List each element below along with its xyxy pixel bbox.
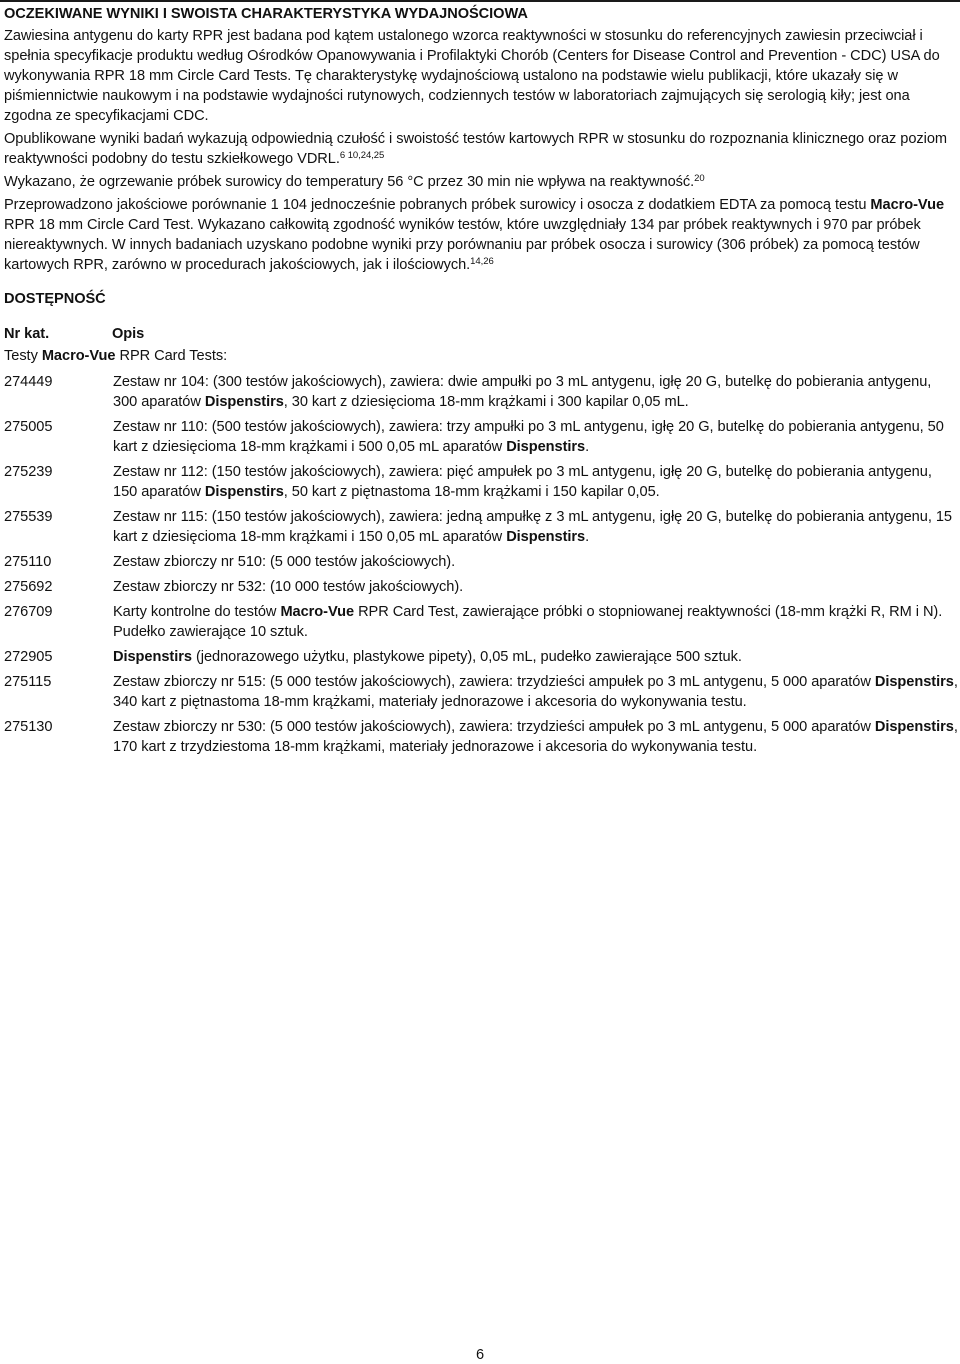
citation: 14,26 <box>470 256 494 267</box>
catalog-list <box>4 372 958 757</box>
catalog-description <box>113 552 958 572</box>
catalog-row <box>4 602 958 642</box>
product-name: Dispenstirs <box>204 484 284 500</box>
catalog-description <box>113 717 958 757</box>
paragraph-text: Wykazano, że ogrzewanie próbek surowicy do temperatury 56 °C przez 30 min nie wpływa na reaktywność. <box>4 174 695 190</box>
description-text: Zestaw nr 110: (500 testów jakościowych), zawiera: trzy ampułki po 3 mL antygenu, igłę 20 G, butelkę do pobierania antygenu, 50 kart z dziesięcioma 18-mm krążkami i 500 0,05 mL aparatów <box>113 419 944 455</box>
citation: 6 10,24,25 <box>339 150 385 161</box>
catalog-subtitle <box>4 346 958 366</box>
description-text: , 340 kart z piętnastoma 18-mm krążkami, materiały jednorazowe i akcesoria do wykonywania testu. <box>113 674 958 710</box>
description-text: RPR Card Test, zawierające próbki o stopniowanej reaktywności (18-mm krążki R, RM i N). Pudełko zawierające 10 sztuk. <box>113 604 943 640</box>
paragraph <box>4 129 958 169</box>
product-name: Dispenstirs <box>204 394 284 410</box>
catalog-description <box>113 647 958 667</box>
description-header: Opis <box>112 326 145 342</box>
brand-name: Macro-Vue <box>41 348 116 364</box>
description-text: Zestaw zbiorczy nr 515: (5 000 testów jakościowych), zawiera: trzydzieści ampułek po 3 mL antygenu, 5 000 aparatów <box>113 674 875 690</box>
catalog-description <box>113 372 958 412</box>
description-text: . <box>585 439 590 455</box>
description-text: Zestaw zbiorczy nr 530: (5 000 testów jakościowych), zawiera: trzydzieści ampułek po 3 mL antygenu, 5 000 aparatów <box>113 719 875 735</box>
product-name: Macro-Vue <box>280 604 355 620</box>
paragraph-text: Zawiesina antygenu do karty RPR jest badana pod kątem ustalonego wzorca reaktywności w stosunku do referencyjnych zawiesin przeciwciał i spełnia specyfikacje produktu według Ośrodków Opanowywania i Profilaktyki Chorób (Centers for Disease Control and Prevention - CDC) USA do wykonywania RPR 18 mm Circle Card Tests. Tę charakterystykę wydajnościową ustalono na podstawie wielu publikacji, które ukazały się w piśmiennictwie naukowym i na podstawie wydajności rutynowych, codziennych testów w laboratoriach zajmujących się serologią kiły; jest ona zgodna ze specyfikacjami CDC. <box>4 28 940 124</box>
catalog-row <box>4 717 958 757</box>
product-name: Dispenstirs <box>113 649 192 665</box>
paragraph-text: Przeprowadzono jakościowe porównanie 1 104 jednocześnie pobranych próbek surowicy i osocza z dodatkiem EDTA za pomocą testu <box>4 197 871 213</box>
catalog-number: 275110 <box>4 554 52 570</box>
paragraph-text: RPR 18 mm Circle Card Test. Wykazano całkowitą zgodność wyników testów, które uwzględniały 134 par próbek reaktywnych i 970 par próbek niereaktywnych. W innych badaniach uzyskano podobne wyniki przy porównaniu par próbek osocza i surowicy (306 próbek) za pomocą testów kartowych RPR, zarówno w procedurach jakościowych, jak i ilościowych. <box>4 217 921 273</box>
catalog-number: 274449 <box>4 374 53 390</box>
intro-text <box>4 26 958 275</box>
catalog-row <box>4 417 958 457</box>
paragraph <box>4 195 958 275</box>
catalog-description <box>113 462 958 502</box>
catalog-row <box>4 552 958 572</box>
catalog-description <box>113 417 958 457</box>
description-text: , 30 kart z dziesięcioma 18-mm krążkami i 300 kapilar 0,05 mL. <box>283 394 689 410</box>
paragraph-text: Opublikowane wyniki badań wykazują odpowiednią czułość i swoistość testów kartowych RPR w stosunku do rozpoznania klinicznego oraz poziom reaktywności podobny do testu szkiełkowego VDRL. <box>4 131 948 167</box>
brand-name: Macro-Vue <box>870 197 945 213</box>
catalog-description <box>113 672 958 712</box>
description-text: Zestaw zbiorczy nr 532: (10 000 testów jakościowych). <box>113 579 464 595</box>
catalog-number: 275539 <box>4 509 53 525</box>
product-name: Dispenstirs <box>874 674 954 690</box>
description-text: , 170 kart z trzydziestoma 18-mm krążkami, materiały jednorazowe i akcesoria do wykonywania testu. <box>113 719 958 755</box>
product-name: Dispenstirs <box>874 719 954 735</box>
availability-title: DOSTĘPNOŚĆ <box>4 291 106 307</box>
description-text: . <box>585 529 590 545</box>
catalog-row <box>4 462 958 502</box>
paragraph <box>4 172 958 192</box>
catalog-number: 275130 <box>4 719 53 735</box>
paragraph <box>4 26 958 126</box>
catalog-description <box>113 507 958 547</box>
description-text: (jednorazowego użytku, plastykowe pipety), 0,05 mL, pudełko zawierające 500 sztuk. <box>191 649 742 665</box>
description-text: Zestaw zbiorczy nr 510: (5 000 testów jakościowych). <box>113 554 456 570</box>
section-title: OCZEKIWANE WYNIKI I SWOISTA CHARAKTERYSTYKA WYDAJNOŚCIOWA <box>4 6 528 22</box>
catalog-description <box>113 602 958 642</box>
description-text: Karty kontrolne do testów <box>113 604 281 620</box>
catalog-description <box>113 577 958 597</box>
catalog-row <box>4 577 958 597</box>
citation: 20 <box>694 173 705 184</box>
page-number: 6 <box>475 1347 485 1363</box>
product-name: Dispenstirs <box>506 439 586 455</box>
catalog-number: 275692 <box>4 579 53 595</box>
description-text: Zestaw nr 104: (300 testów jakościowych), zawiera: dwie ampułki po 3 mL antygenu, igłę 20 G, butelkę do pobierania antygenu, 300 aparatów <box>113 374 932 410</box>
description-text: Zestaw nr 115: (150 testów jakościowych), zawiera: jedną ampułkę z 3 mL antygenu, igłę 20 G, butelkę do pobierania antygenu, 15 kart z dziesięcioma 18-mm krążkami i 150 0,05 mL aparatów <box>113 509 952 545</box>
product-name: Dispenstirs <box>506 529 586 545</box>
catalog-number: 275005 <box>4 419 53 435</box>
catalog-number: 275239 <box>4 464 53 480</box>
catalog-row <box>4 647 958 667</box>
catalog-number: 272905 <box>4 649 53 665</box>
catalog-number: 275115 <box>4 674 52 690</box>
catalog-row <box>4 507 958 547</box>
description-text: Zestaw nr 112: (150 testów jakościowych), zawiera: pięć ampułek po 3 mL antygenu, igłę 20 G, butelkę do pobierania antygenu, 150 aparatów <box>113 464 932 500</box>
catalog-number-header: Nr kat. <box>4 326 50 342</box>
catalog-header <box>4 324 958 344</box>
subtitle-prefix: Testy <box>4 348 42 364</box>
document-page <box>4 0 958 762</box>
description-text: , 50 kart z piętnastoma 18-mm krążkami i 150 kapilar 0,05. <box>283 484 660 500</box>
catalog-row <box>4 672 958 712</box>
catalog-number: 276709 <box>4 604 53 620</box>
catalog-row <box>4 372 958 412</box>
subtitle-suffix: RPR Card Tests: <box>115 348 228 364</box>
